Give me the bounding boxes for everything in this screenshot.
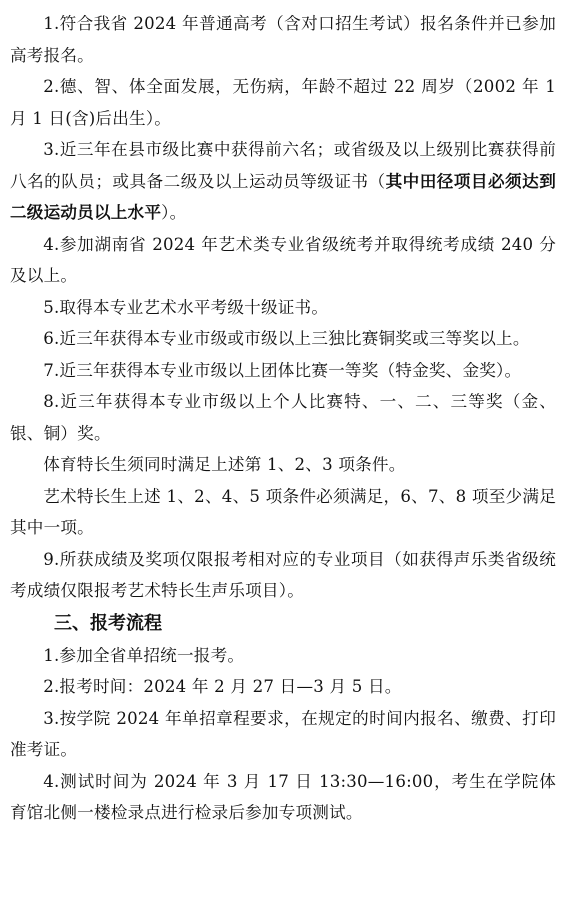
- requirement-1: 1.符合我省 2024 年普通高考（含对口招生考试）报名条件并已参加高考报名。: [10, 14, 556, 65]
- requirement-5: 5.取得本专业艺术水平考级十级证书。: [43, 297, 329, 317]
- note-arts: 艺术特长生上述 1、2、4、5 项条件必须满足，6、7、8 项至少满足其中一项。: [10, 486, 556, 537]
- requirement-3: [10, 134, 556, 229]
- requirement-6: 6.近三年获得本专业市级或市级以上三独比赛铜奖或三等奖以上。: [43, 329, 530, 348]
- requirement-3-bold: 其中田径项目必须达到二级运动员以上水平: [10, 170, 556, 222]
- process-item-4: 4.测试时间为 2024 年 3 月 17 日 13:30—16:00，考生在学院体育馆北侧一楼检录点进行检录后参加专项测试。: [10, 771, 556, 822]
- requirement-8: 8.近三年获得本专业市级以上个人比赛特、一、二、三等奖（金、银、铜）奖。: [10, 392, 556, 443]
- requirement-9: 9.所获成绩及奖项仅限报考相对应的专业项目（如获得声乐类省级统考成绩仅限报考艺术特长生声乐项目）。: [10, 549, 556, 600]
- requirement-4: 4.参加湖南省 2024 年艺术类专业省级统考并取得统考成绩 240 分及以上。: [10, 234, 556, 285]
- note-sports: 体育特长生须同时满足上述第 1、2、3 项条件。: [43, 455, 406, 474]
- process-item-3: 3.按学院 2024 年单招章程要求，在规定的时间内报名、缴费、打印准考证。: [10, 708, 556, 759]
- requirement-7: 7.近三年获得本专业市级以上团体比赛一等奖（特金奖、金奖）。: [43, 360, 522, 380]
- requirement-3-tail: ）。: [161, 203, 187, 222]
- section-heading: 三、报考流程: [54, 612, 162, 634]
- process-item-1: 1.参加全省单招统一报考。: [43, 645, 245, 665]
- process-item-2: 2.报考时间：2024 年 2 月 27 日—3 月 5 日。: [43, 677, 402, 696]
- requirement-3-text: 3.近三年在县市级比赛中获得前六名；或省级及以上级别比赛获得前八名的队员；或具备二级及以上运动员等级证书（: [10, 140, 556, 191]
- requirement-2: 2.德、智、体全面发展，无伤病，年龄不超过 22 周岁（2002 年 1 月 1 日(含)后出生）。: [10, 77, 556, 128]
